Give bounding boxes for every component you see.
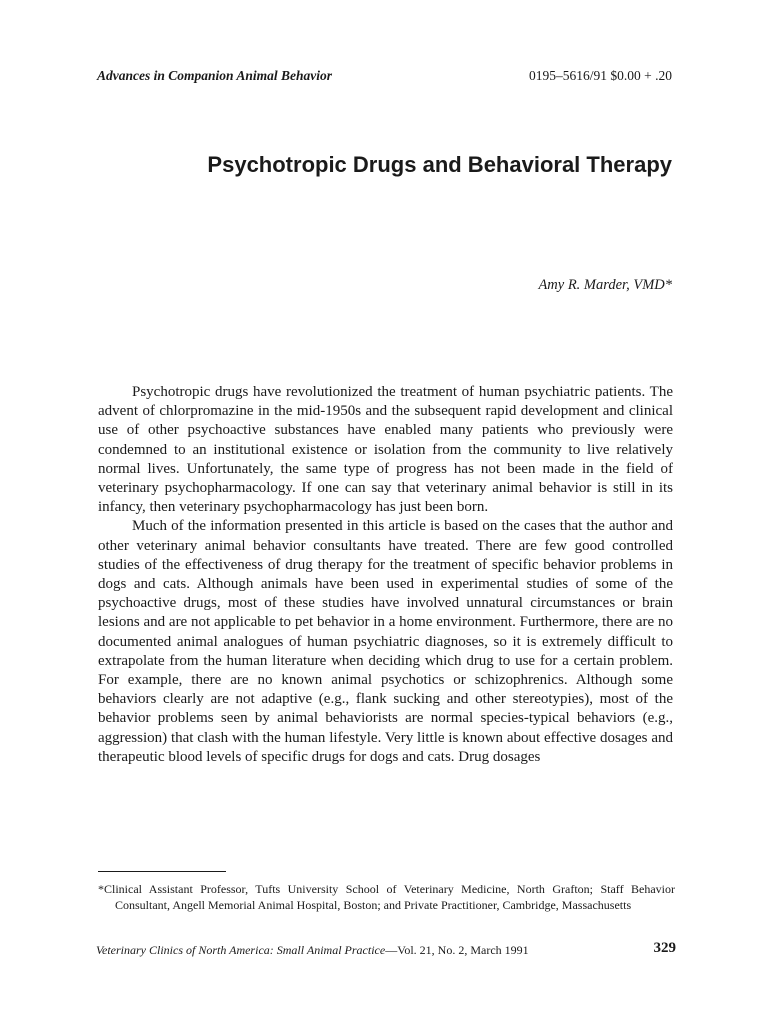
footnote-divider [98, 871, 226, 872]
page-number: 329 [653, 940, 676, 956]
running-head [97, 68, 672, 88]
footer-citation [96, 943, 529, 958]
footer-volume-info: —Vol. 21, No. 2, March 1991 [385, 943, 529, 957]
author-footnote: *Clinical Assistant Professor, Tufts University School of Veterinary Medicine, North Grafton; Staff Behavior Consultant, Angell Memorial Animal Hospital, Boston; and Private Practitioner, Cambridge, Massachusetts [98, 882, 675, 912]
paragraph-1: Psychotropic drugs have revolutionized the treatment of human psychiatric patients. The advent of chlorpromazine in the mid-1950s and the subsequent rapid development and clinical use of other psychoactive substances have enabled many patients who previously were condemned to an institutional existence or isolation from the community to live relatively normal lives. Unfortunately, the same type of progress has not been made in the field of veterinary psychopharmacology. If one can say that veterinary animal behavior is still in its infancy, then veterinary psychopharmacology has just been born. [98, 384, 673, 516]
author-name: Amy R. Marder, VMD* [538, 277, 672, 293]
article-title: Psychotropic Drugs and Behavioral Therapy [207, 152, 672, 177]
article-code: 0195–5616/91 $0.00 + .20 [529, 68, 672, 83]
paragraph-2: Much of the information presented in this article is based on the cases that the author and other veterinary animal behavior consultants have treated. There are few good controlled studies of the effectiveness of drug therapy for the treatment of specific behavior problems in dogs and cats. Although animals have been used in experimental studies of some of the psychoactive drugs, most of these studies have involved unnatural circumstances or brain lesions and are not applicable to pet behavior in a home environment. Furthermore, there are no documented animal analogues of human psychiatric diagnoses, so it is extremely difficult to extrapolate from the human literature when deciding which drug to use for a certain problem. For example, there are no known animal psychotics or schizophrenics. Although some behaviors clearly are not adaptive (e.g., flank sucking and other stereotypies), most of the behavior problems seen by animal behaviorists are normal species-typical behaviors (e.g., aggression) that clash with the human lifestyle. Very little is known about effective dosages and therapeutic blood levels of specific drugs for dogs and cats. Drug dosages [98, 518, 673, 765]
footer-journal-name: Veterinary Clinics of North America: Small Animal Practice [96, 943, 386, 957]
article-body [98, 383, 673, 767]
page-footer [96, 940, 676, 962]
journal-name: Advances in Companion Animal Behavior [97, 68, 333, 83]
